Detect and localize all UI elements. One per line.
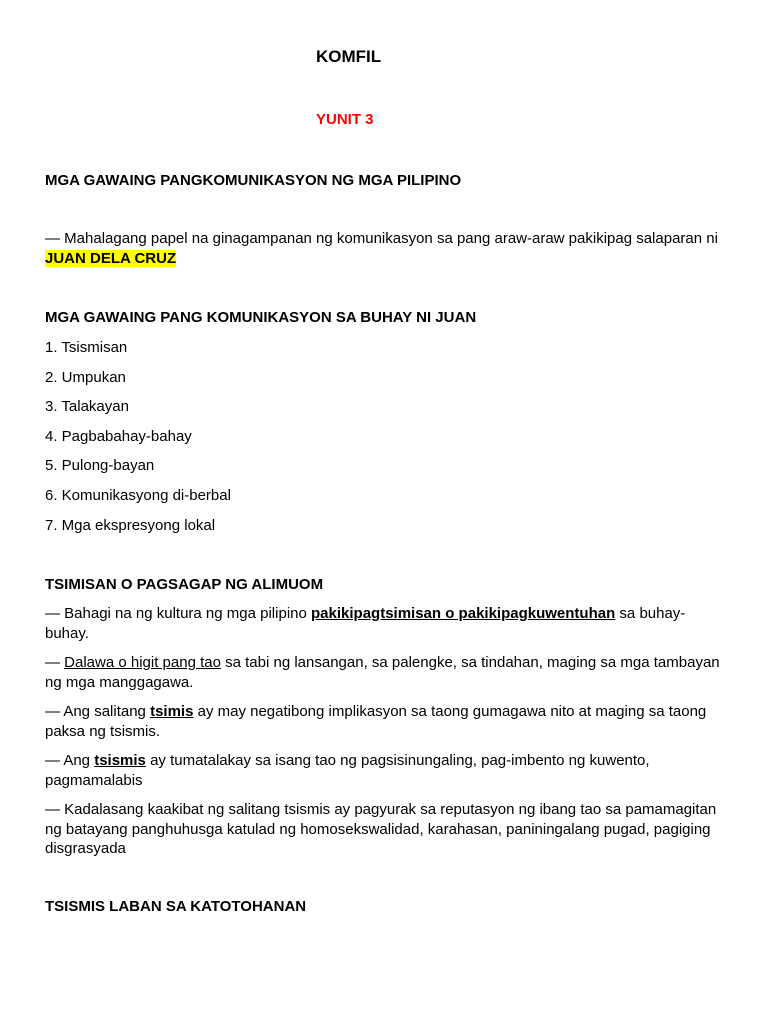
underlined-text: Dalawa o higit pang tao: [64, 654, 221, 671]
unit-label: YUNIT 3: [316, 111, 374, 128]
paragraph-text: ay tumatalakay sa isang tao ng pagsisinungaling, pag-imbento ng kuwento, pagmamalabis: [45, 752, 650, 789]
section2-heading: MGA GAWAING PANG KOMUNIKASYON SA BUHAY NI JUAN: [45, 309, 477, 326]
list-item: 2. Umpukan: [45, 369, 126, 386]
section1-heading: MGA GAWAING PANGKOMUNIKASYON NG MGA PILIPINO: [45, 172, 462, 189]
paragraph-text: sa buhay-buhay.: [45, 605, 686, 642]
section3-heading: TSIMISAN O PAGSAGAP NG ALIMUOM: [45, 576, 324, 593]
paragraph-text: —: [45, 654, 65, 671]
paragraph-text: — Bahagi na ng kultura ng mga pilipino: [45, 605, 312, 622]
emphasized-text: tsimis: [150, 703, 194, 720]
section3-paragraph-3: [45, 702, 729, 741]
emphasized-text: tsismis: [94, 752, 146, 769]
section3-paragraph-2: [45, 653, 729, 692]
list-item: 7. Mga ekspresyong lokal: [45, 517, 216, 534]
paragraph-text: — Ang: [45, 752, 95, 769]
paragraph-text: sa tabi ng lansangan, sa palengke, sa tindahan, maging sa mga tambayan ng mga manggagawa.: [45, 654, 720, 691]
highlighted-name: JUAN DELA CRUZ: [45, 249, 177, 267]
section3-paragraph-4: [45, 751, 729, 790]
section1-paragraph-text: — Mahalagang papel na ginagampanan ng komunikasyon sa pang araw-araw pakikipag salaparan ni: [45, 230, 718, 247]
emphasized-text: pakikipagtsimisan o pakikipagkuwentuhan: [311, 605, 616, 622]
paragraph-text: — Ang salitang: [45, 703, 151, 720]
section1-paragraph: [45, 229, 729, 268]
list-item: 5. Pulong-bayan: [45, 457, 155, 474]
section3-paragraph-5: — Kadalasang kaakibat ng salitang tsismis ay pagyurak sa reputasyon ng ibang tao sa pamamagitan ng batayang panghuhusga katulad ng homosekswalidad, karahasan, paniningalang pugad, pagiging disgrasyada: [45, 801, 717, 857]
list-item: 3. Talakayan: [45, 398, 129, 415]
paragraph-text: ay may negatibong implikasyon sa taong gumagawa nito at maging sa taong paksa ng tsismis.: [45, 703, 707, 740]
section4-heading: TSISMIS LABAN SA KATOTOHANAN: [45, 898, 307, 915]
list-item: 4. Pagbabahay-bahay: [45, 428, 192, 445]
document-title: KOMFIL: [316, 47, 382, 66]
list-item: 1. Tsismisan: [45, 339, 128, 356]
section3-paragraph-1: [45, 604, 729, 643]
list-item: 6. Komunikasyong di-berbal: [45, 487, 231, 504]
